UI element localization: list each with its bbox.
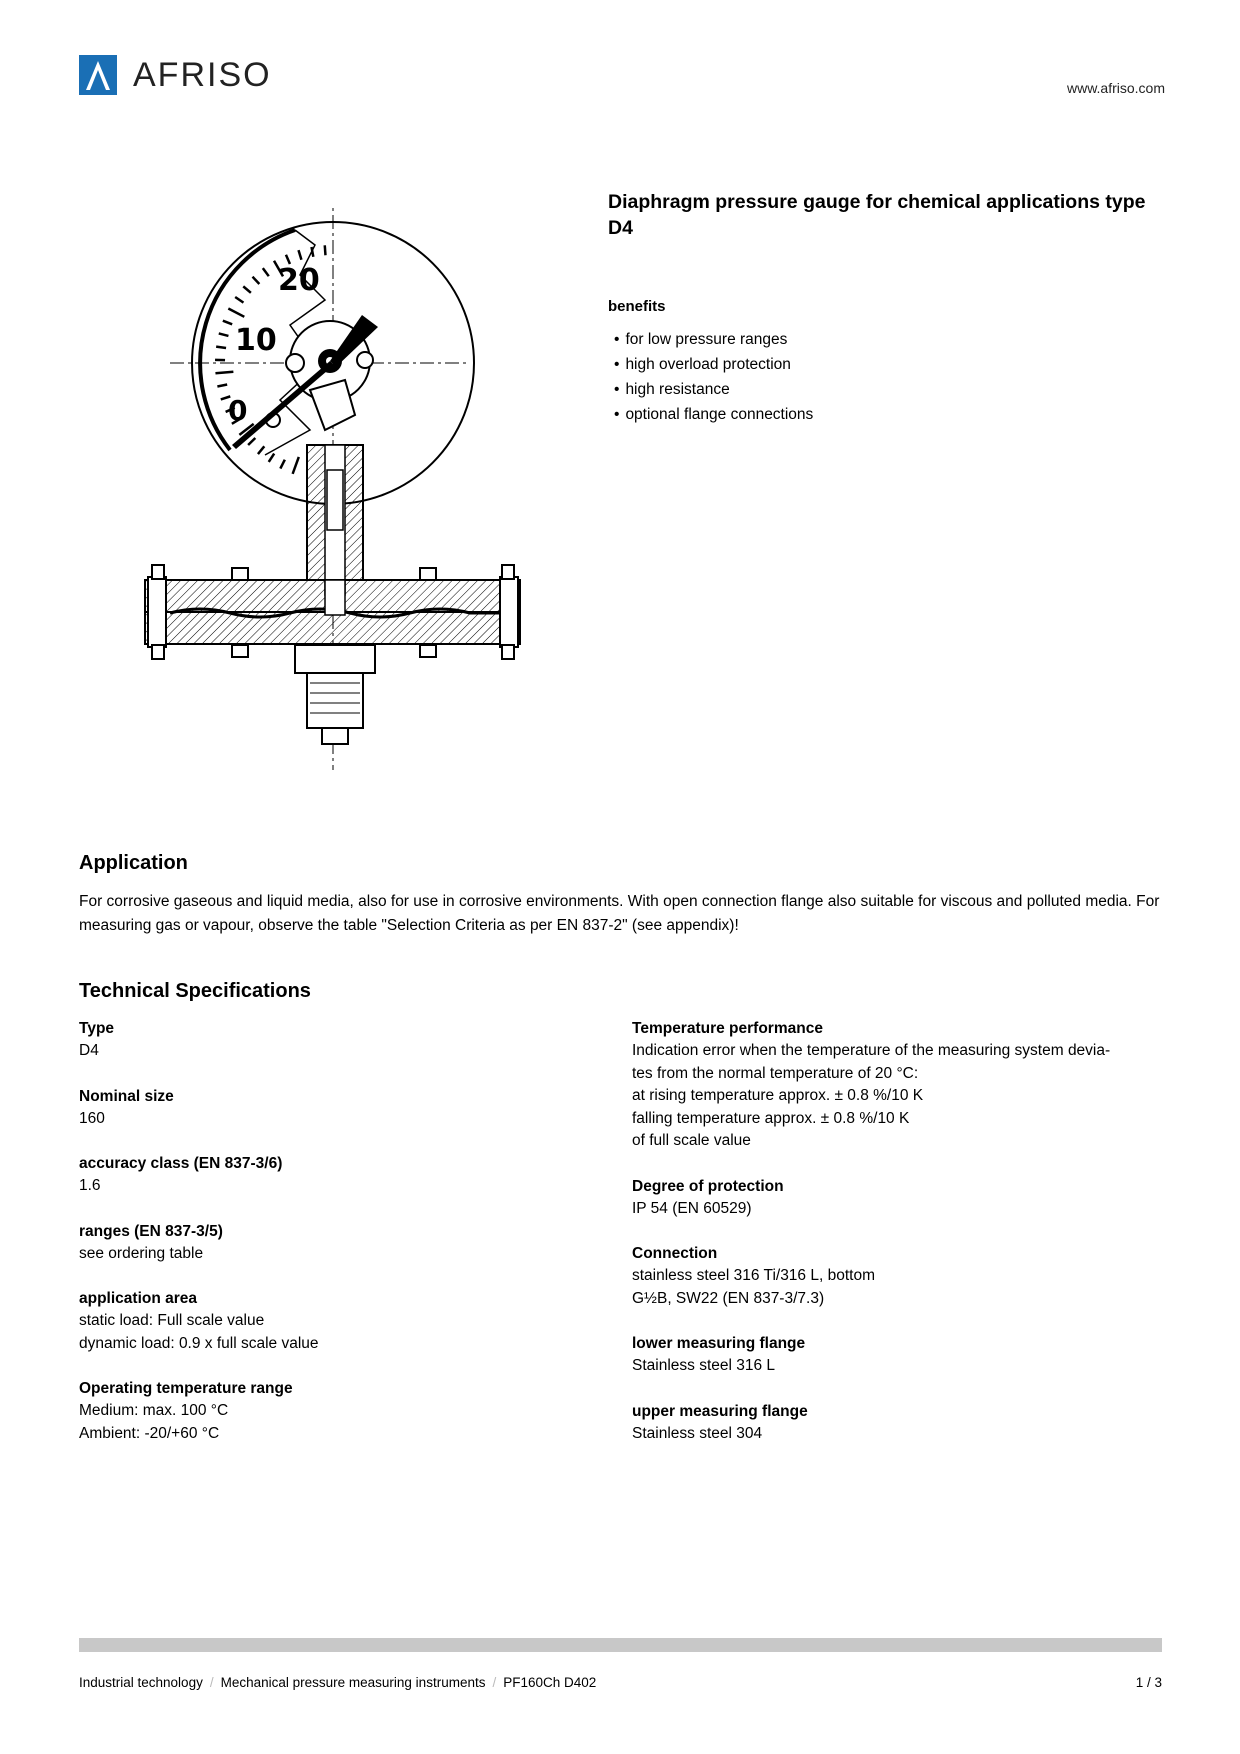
specs-heading: Technical Specifications bbox=[79, 980, 311, 1002]
spec-value: at rising temperature approx. ± 0.8 %/10 K bbox=[632, 1087, 924, 1104]
breadcrumb-item: PF160Ch D402 bbox=[503, 1675, 597, 1690]
spec-value: Indication error when the temperature of the measuring system devia- bbox=[632, 1042, 1111, 1059]
website-link[interactable]: www.afriso.com bbox=[1066, 80, 1165, 96]
spec-label: Nominal size bbox=[79, 1087, 174, 1105]
specs-left-column bbox=[79, 1018, 599, 1468]
benefit-item: • optional flange connections bbox=[608, 402, 813, 427]
dial-label-20: 20 bbox=[278, 263, 320, 298]
spec-block bbox=[79, 1153, 599, 1198]
dial-tick bbox=[216, 347, 226, 348]
spec-block bbox=[632, 1333, 1172, 1378]
page-number: 1 / 3 bbox=[1135, 1675, 1162, 1690]
spec-label: accuracy class (EN 837-3/6) bbox=[79, 1155, 283, 1172]
spec-value: Stainless steel 316 L bbox=[632, 1357, 776, 1374]
spec-value: 1.6 bbox=[79, 1177, 101, 1194]
spec-label: lower measuring flange bbox=[632, 1335, 806, 1352]
spec-value: IP 54 (EN 60529) bbox=[632, 1199, 752, 1217]
application-text: For corrosive gaseous and liquid media, also for use in corrosive environments. With open connection flange also suitable for viscous and polluted media. For measuring gas or vapour, observe the table "Selection Criteria as per EN 837-2" (see appendix)! bbox=[79, 893, 1160, 934]
spec-block bbox=[79, 1221, 599, 1266]
dial-label-0: 0 bbox=[228, 394, 248, 427]
breadcrumb-separator: / bbox=[209, 1675, 214, 1690]
spec-value: stainless steel 316 Ti/316 L, bottom bbox=[632, 1267, 875, 1284]
spec-value: falling temperature approx. ± 0.8 %/10 K bbox=[632, 1109, 910, 1127]
spec-block bbox=[632, 1401, 1172, 1446]
benefit-item: • for low pressure ranges bbox=[608, 327, 813, 352]
breadcrumb-item[interactable]: Mechanical pressure measuring instruments bbox=[220, 1675, 486, 1690]
spec-label: Operating temperature range bbox=[79, 1380, 293, 1397]
spec-label: application area bbox=[79, 1290, 198, 1307]
spec-block bbox=[79, 1018, 599, 1063]
benefits-list bbox=[608, 327, 813, 427]
benefits-section bbox=[608, 298, 813, 427]
spec-value: dynamic load: 0.9 x full scale value bbox=[79, 1334, 319, 1352]
spec-label: ranges (EN 837-3/5) bbox=[79, 1222, 223, 1240]
dial-label-10: 10 bbox=[235, 323, 277, 358]
spec-value: tes from the normal temperature of 20 °C: bbox=[632, 1064, 919, 1082]
dial-tick bbox=[325, 245, 326, 255]
spec-value: Ambient: -20/+60 °C bbox=[79, 1424, 220, 1442]
spec-label: Type bbox=[79, 1020, 115, 1037]
spec-block bbox=[79, 1288, 599, 1355]
afriso-logo-icon bbox=[79, 55, 117, 95]
spec-block bbox=[632, 1243, 1172, 1310]
spec-value: G½B, SW22 (EN 837-3/7.3) bbox=[632, 1289, 825, 1307]
spec-value: 160 bbox=[79, 1109, 105, 1127]
footer-bar bbox=[79, 1638, 1162, 1652]
spec-label: Connection bbox=[632, 1245, 718, 1262]
spec-block bbox=[79, 1378, 599, 1445]
spec-value: of full scale value bbox=[632, 1132, 751, 1149]
benefits-heading: benefits bbox=[608, 298, 666, 315]
spec-label: Temperature performance bbox=[632, 1020, 823, 1037]
pressure-gauge-drawing bbox=[140, 205, 530, 785]
dial-tick bbox=[215, 372, 233, 374]
application-heading: Application bbox=[79, 852, 188, 874]
spec-block bbox=[632, 1176, 1172, 1221]
spec-block bbox=[632, 1018, 1172, 1153]
benefit-item: • high resistance bbox=[608, 377, 813, 402]
breadcrumb-item[interactable]: Industrial technology bbox=[79, 1675, 203, 1690]
spec-value: Stainless steel 304 bbox=[632, 1424, 763, 1442]
spec-value: Medium: max. 100 °C bbox=[79, 1402, 229, 1419]
spec-label: Degree of protection bbox=[632, 1177, 784, 1195]
spec-value: see ordering table bbox=[79, 1244, 204, 1262]
spec-label: upper measuring flange bbox=[632, 1402, 808, 1420]
spec-value: D4 bbox=[79, 1042, 99, 1059]
product-title: Diaphragm pressure gauge for chemical applications type D4 bbox=[608, 191, 1146, 239]
spec-block bbox=[79, 1086, 599, 1131]
spec-value: static load: Full scale value bbox=[79, 1312, 265, 1329]
specs-right-column bbox=[632, 1018, 1172, 1468]
afriso-logo bbox=[79, 55, 272, 95]
footer bbox=[79, 1675, 1162, 1690]
breadcrumb bbox=[79, 1675, 596, 1690]
breadcrumb-separator: / bbox=[492, 1675, 497, 1690]
benefit-item: • high overload protection bbox=[608, 352, 813, 377]
brand-name: AFRISO bbox=[133, 55, 272, 94]
